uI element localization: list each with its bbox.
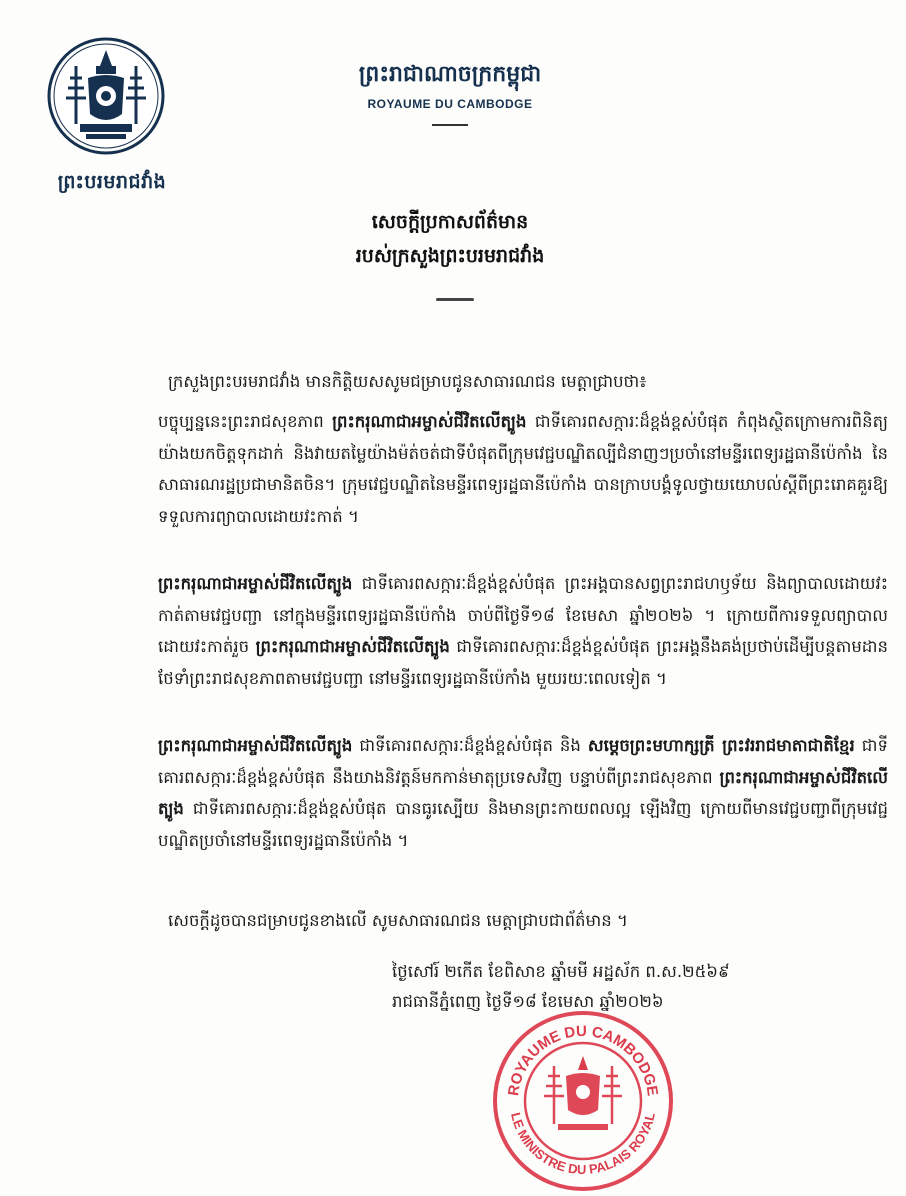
kingdom-name-french: ROYAUME DU CAMBODGE xyxy=(367,97,533,111)
queen-mother-title: សម្តេចព្រះមហាក្សត្រី ព្រះវររាជមាតាជាតិខ្មែរ xyxy=(587,736,855,755)
paragraph-3-rest: ជាទីគោរពសក្ការៈដ៏ខ្ពង់ខ្ពស់បំផុត បានធូរស្បើយ និងមានព្រះកាយពលល្អ ឡើងវិញ ក្រោយពីមានវេជ្ជបញ្ជាពីក្រុមវេជ្ជបណ្ឌិតប្រចាំនៅមន្ទីរពេទ្យរដ្ឋធានីប៉េកាំង ។ xyxy=(158,799,888,850)
paragraph-2-text: ជាទីគោរពសក្ការៈដ៏ខ្ពង់ខ្ពស់បំផុត ព្រះអង្គបានសព្វព្រះរាជហឫទ័យ និងព្យាបាលដោយវះកាត់តាមវេជ្ជបញ្ជា នៅក្នុងមន្ទីរពេទ្យរដ្ឋធានីប៉េកាំង ចាប់ពីថ្ងៃទី១៨ ខែមេសា ឆ្នាំ២០២៦ ។ ក្រោយពីការទទួលព្យាបាលដោយវះកាត់រួច xyxy=(158,574,888,656)
royal-emblem-icon xyxy=(46,36,166,156)
king-title: ព្រះករុណាជាអម្ចាស់ជីវិតលើត្បូង xyxy=(158,767,888,818)
king-title: ព្រះករុណាជាអម្ចាស់ជីវិតលើត្បូង xyxy=(158,736,353,755)
official-seal-icon xyxy=(488,1006,678,1196)
kingdom-name-khmer: ព្រះរាជាណាចក្រកម្ពុជា xyxy=(358,61,542,87)
svg-text:LE MINISTRE DU PALAIS ROYAL xyxy=(508,1111,658,1177)
paragraph-1 xyxy=(158,406,888,532)
header-divider xyxy=(432,124,468,126)
paragraph-2 xyxy=(158,568,888,694)
paragraph-3-text: ជាទីគោរពសក្ការៈដ៏ខ្ពង់ខ្ពស់បំផុត និង xyxy=(352,736,588,755)
king-title: ព្រះករុណាជាអម្ចាស់ជីវិតលើត្បូង xyxy=(255,637,450,656)
title-divider xyxy=(436,298,474,301)
paragraph-3 xyxy=(158,730,888,856)
king-title: ព្រះករុណាជាអម្ចាស់ជីវិតលើត្បូង xyxy=(158,574,353,593)
solar-date: រាជធានីភ្នំពេញ ថ្ងៃទី១៨ ខែមេសា ឆ្នាំ២០២៦ xyxy=(392,992,664,1011)
document-title: សេចក្តីប្រកាសព័ត៌មាន xyxy=(371,211,529,233)
paragraph-1-lead: បច្ចុប្បន្ននេះព្រះរាជសុខភាព xyxy=(158,412,333,431)
document-subtitle: របស់ក្រសួងព្រះបរមរាជវាំង xyxy=(355,245,545,267)
seal-bottom-text: LE MINISTRE DU PALAIS ROYAL xyxy=(508,1111,658,1178)
paragraph-1-text: ជាទីគោរពសក្ការៈដ៏ខ្ពង់ខ្ពស់បំផុត កំពុងស្ថិតក្រោមការពិនិត្យយ៉ាងយកចិត្តទុកដាក់ និងវាយតម្លៃយ៉ាងម៉ត់ចត់ជាទីបំផុតពីក្រុមវេជ្ជបណ្ឌិតល្បីជំនាញៗប្រចាំនៅមន្ទីរពេទ្យរដ្ឋធានីប៉េកាំង នៃសាធារណរដ្ឋប្រជាមានិតចិន។ ក្រុមវេជ្ជបណ្ឌិតនៃមន្ទីរពេទ្យរដ្ឋធានីប៉េកាំង បានក្រាបបង្គំទូលថ្វាយយោបល់ស្តីពីព្រះរោគគួរឱ្យទទួលការព្យាបាលដោយវះកាត់ ។ xyxy=(158,412,888,526)
king-title: ព្រះករុណាជាអម្ចាស់ជីវិតលើត្បូង xyxy=(332,412,527,431)
ministry-name: ព្រះបរមរាជវាំង xyxy=(57,171,167,193)
paragraph-closing: សេចក្តីដូចបានជម្រាបជូនខាងលើ សូមសាធារណជន មេត្តាជ្រាបជាព័ត៌មាន ។ xyxy=(168,911,628,930)
paragraph-3-text-2: ជាទីគោរពសក្ការៈដ៏ខ្ពង់ខ្ពស់បំផុត នឹងយាងនិវត្តន៍មកកាន់មាតុប្រទេសវិញ បន្ទាប់ពីព្រះរាជសុខភាព xyxy=(158,736,888,787)
paragraph-2-rest: ជាទីគោរពសក្ការៈដ៏ខ្ពង់ខ្ពស់បំផុត ព្រះអង្គនឹងគង់ប្រថាប់ដើម្បីបន្តតាមដានថែទាំព្រះរាជសុខភាពតាមវេជ្ជបញ្ជា នៅមន្ទីរពេទ្យរដ្ឋធានីប៉េកាំង មួយរយៈពេលទៀត ។ xyxy=(158,637,888,688)
seal-top-text: ROYAUME DU CAMBODGE xyxy=(505,1022,661,1098)
paragraph-intro: ក្រសួងព្រះបរមរាជវាំង មានកិត្តិយសសូមជម្រាបជូនសាធារណជន មេត្តាជ្រាបថា៖ xyxy=(168,372,647,391)
lunar-date: ថ្ងៃសៅរ៍ ២កើត ខែពិសាខ ឆ្នាំមមី អដ្ឋស័ក ព.ស.២៥៦៩ xyxy=(392,962,730,981)
